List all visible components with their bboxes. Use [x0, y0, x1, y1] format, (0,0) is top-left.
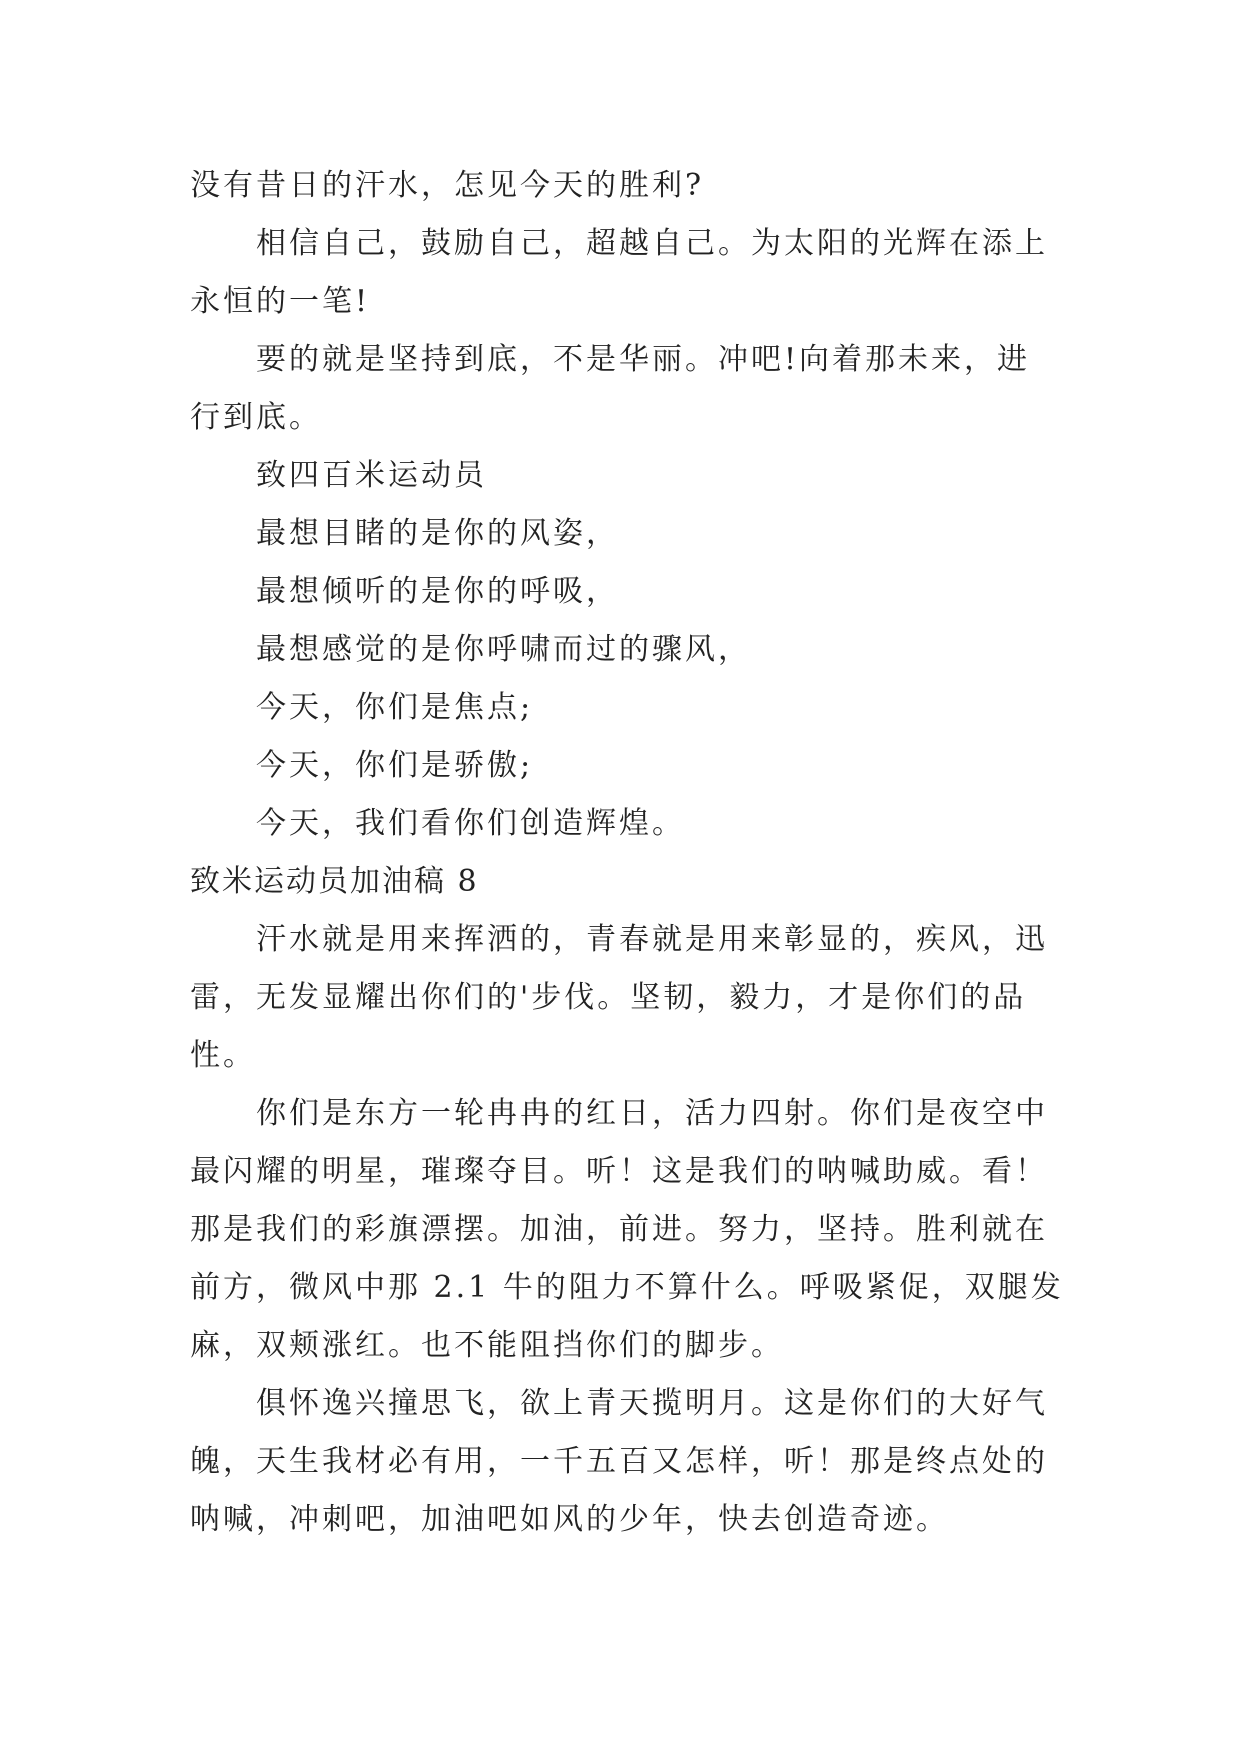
poem-line: 最想目睹的是你的风姿， [256, 516, 619, 551]
paragraph-line: 雷，无发显耀出你们的'步伐。坚韧，毅力，才是你们的品 [190, 980, 1027, 1015]
paragraph-line: 永恒的一笔! [190, 284, 371, 319]
paragraph-line: 前方，微风中那 2.1 牛的阻力不算什么。呼吸紧促，双腿发 [190, 1270, 1064, 1305]
paragraph-line: 麻，双颊涨红。也不能阻挡你们的脚步。 [190, 1328, 784, 1363]
paragraph-line: 相信自己，鼓励自己，超越自己。为太阳的光辉在添上 [256, 226, 1048, 261]
poem-line: 今天，我们看你们创造辉煌。 [256, 806, 685, 841]
paragraph-line: 那是我们的彩旗漂摆。加油，前进。努力，坚持。胜利就在 [190, 1212, 1048, 1247]
poem-line: 今天，你们是骄傲; [256, 748, 534, 783]
paragraph-line: 呐喊，冲刺吧，加油吧如风的少年，快去创造奇迹。 [190, 1502, 949, 1537]
paragraph-line: 没有昔日的汗水，怎见今天的胜利? [190, 168, 705, 203]
poem-line: 最想倾听的是你的呼吸， [256, 574, 619, 609]
poem-line: 最想感觉的是你呼啸而过的骤风， [256, 632, 751, 667]
paragraph-line: 要的就是坚持到底，不是华丽。冲吧!向着那未来，进 [256, 342, 1031, 377]
section-heading: 致米运动员加油稿 8 [190, 864, 479, 899]
paragraph-line: 你们是东方一轮冉冉的红日，活力四射。你们是夜空中 [256, 1096, 1048, 1131]
paragraph-line: 最闪耀的明星，璀璨夺目。听！这是我们的呐喊助威。看！ [190, 1154, 1048, 1189]
poem-line: 今天，你们是焦点; [256, 690, 534, 725]
paragraph-line: 魄，天生我材必有用，一千五百又怎样，听！那是终点处的 [190, 1444, 1048, 1479]
paragraph-line: 性。 [190, 1038, 256, 1073]
document-body [190, 157, 1064, 1549]
paragraph-line: 行到底。 [190, 400, 322, 435]
paragraph-line: 俱怀逸兴撞思飞，欲上青天揽明月。这是你们的大好气 [256, 1386, 1048, 1421]
paragraph-line: 汗水就是用来挥洒的，青春就是用来彰显的，疾风，迅 [256, 922, 1048, 957]
poem-title: 致四百米运动员 [256, 458, 487, 493]
